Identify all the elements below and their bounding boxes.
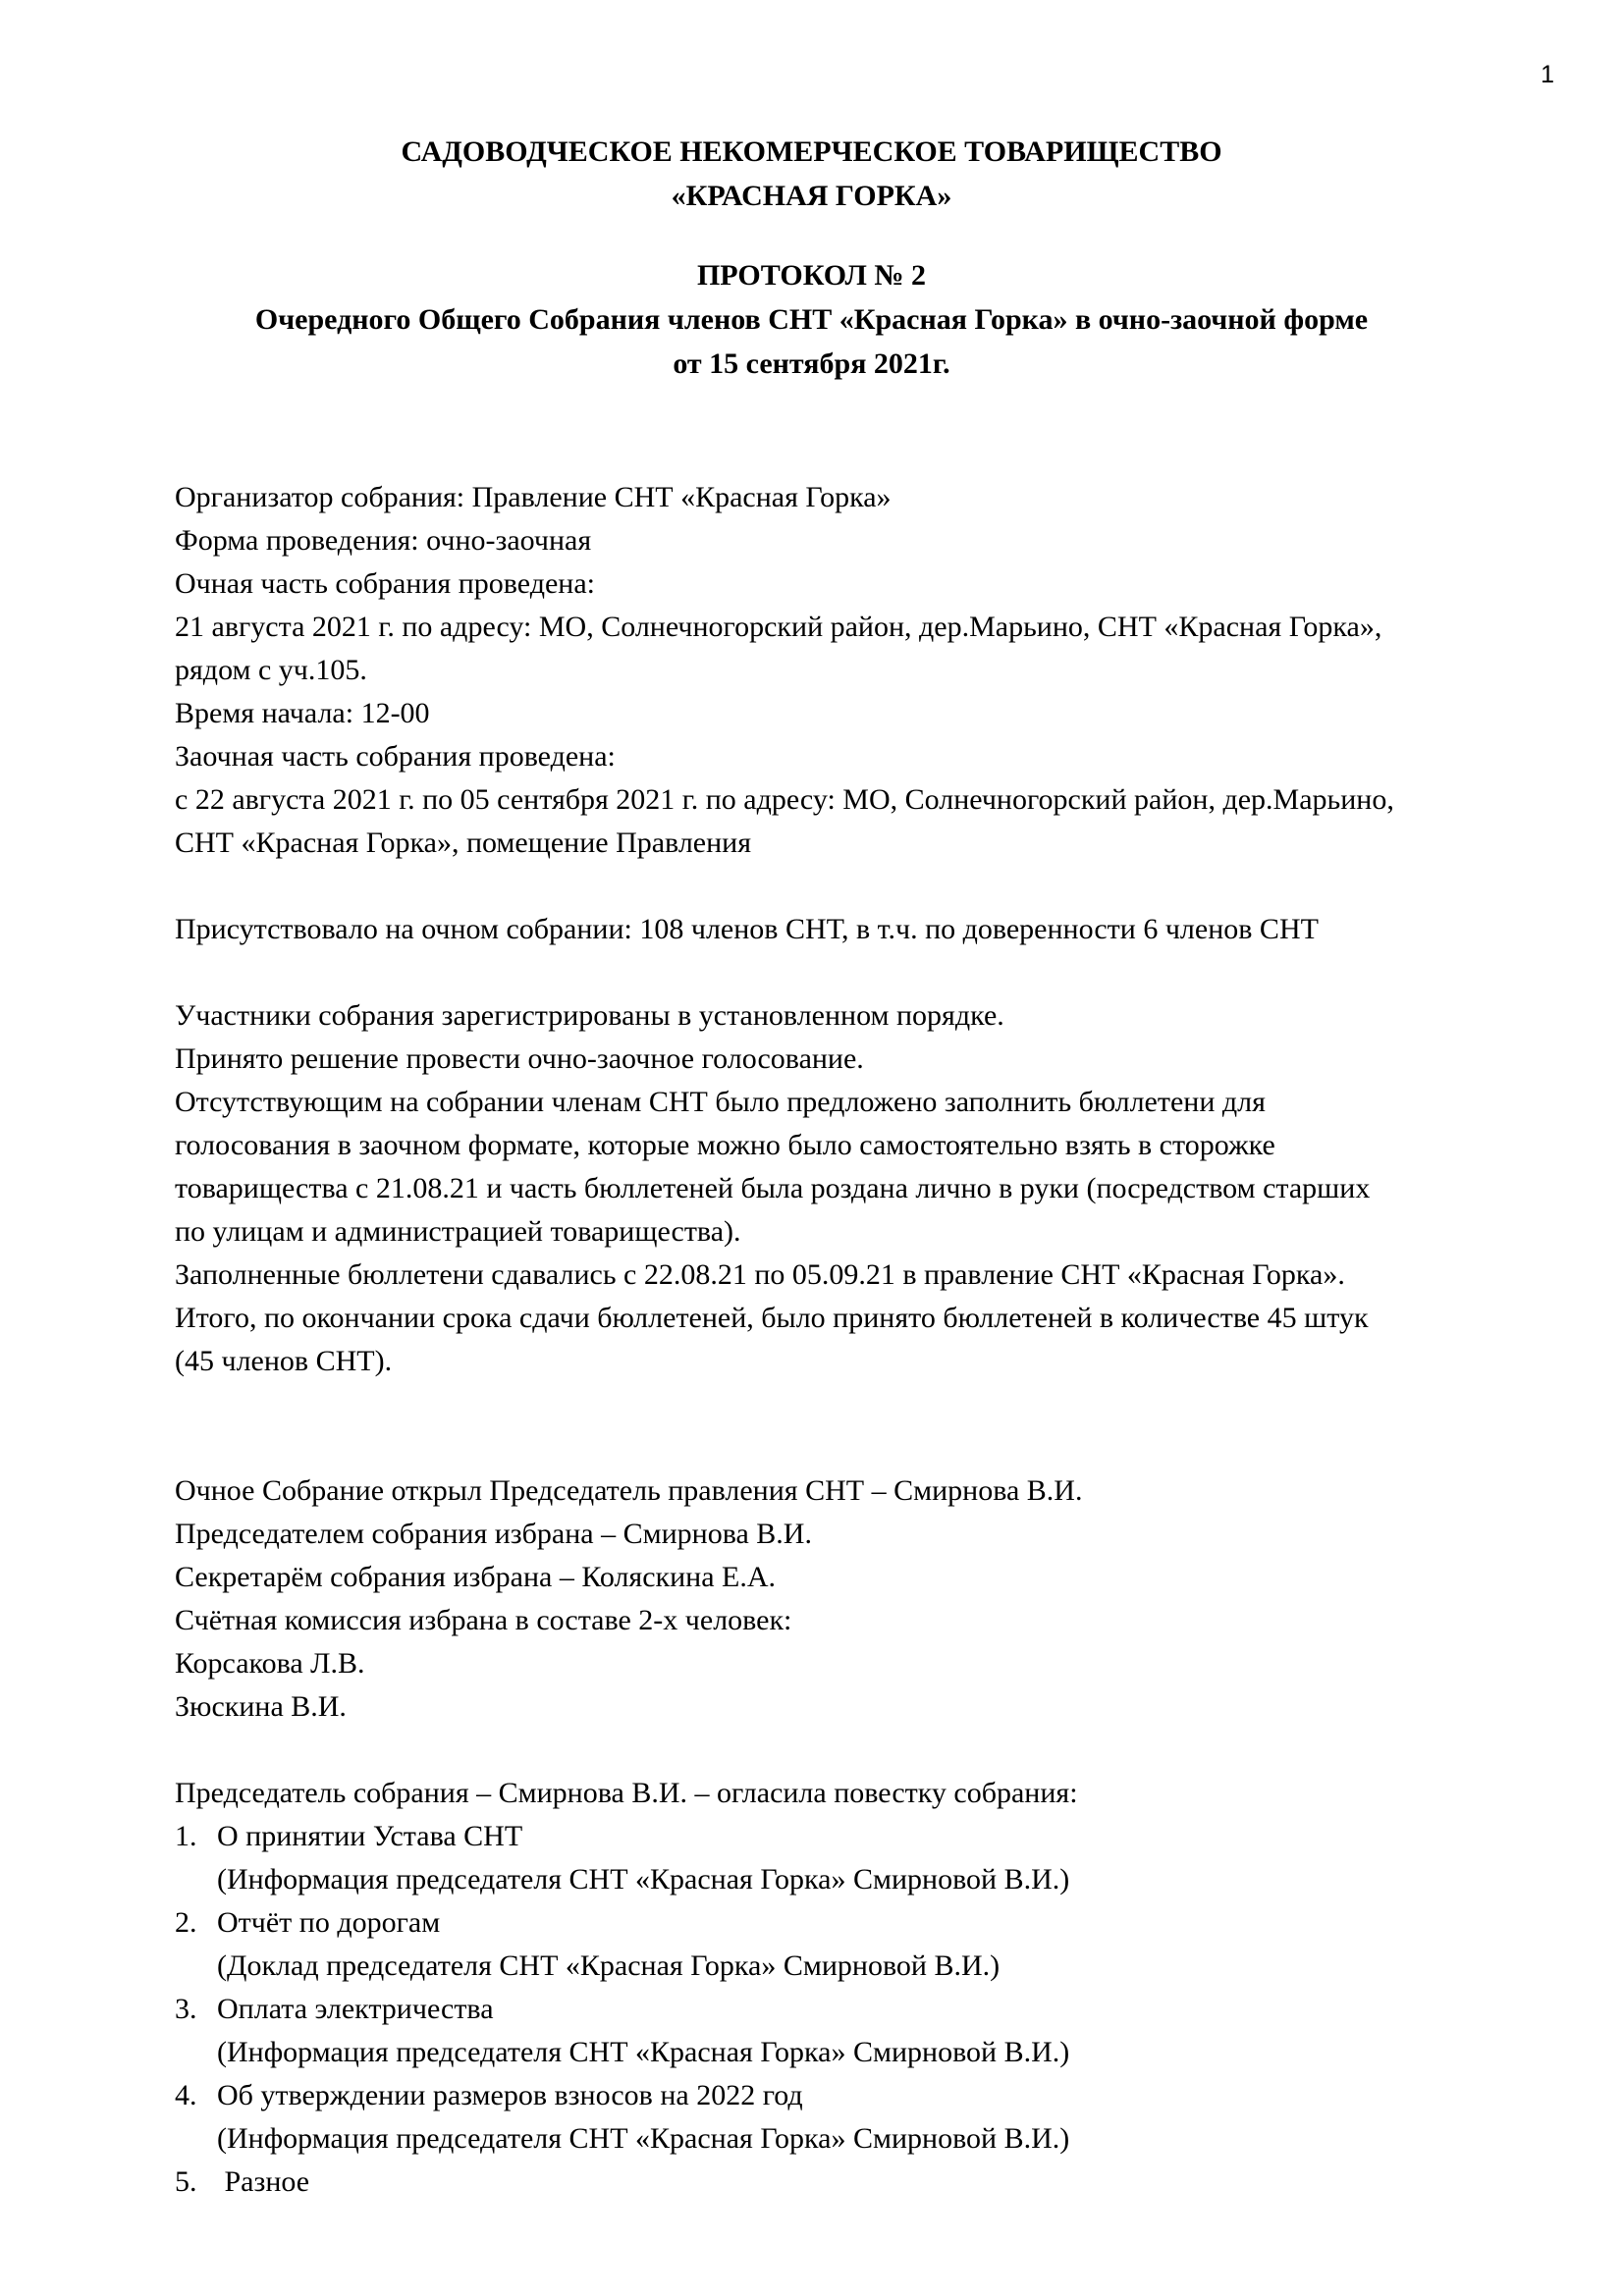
- agenda-item-note: (Информация председателя СНТ «Красная Горка» Смирновой В.И.): [217, 1863, 1070, 1896]
- protocol-title: ПРОТОКОЛ № 2: [696, 259, 927, 292]
- registration-line: Отсутствующим на собрании членам СНТ было предложено заполнить бюллетени для: [175, 1086, 1266, 1118]
- detail-line: с 22 августа 2021 г. по 05 сентября 2021 г. по адресу: МО, Солнечногорский район, дер.Марьино,: [175, 783, 1394, 816]
- detail-line: рядом с уч.105.: [175, 654, 367, 686]
- officials-section: [175, 1469, 1569, 1729]
- document-body: [175, 476, 1569, 2204]
- agenda-item: [175, 1988, 1569, 2074]
- paragraph-spacer: [175, 951, 1569, 994]
- detail-line: Время начала: 12-00: [175, 697, 430, 729]
- registration-line: Принято решение провести очно-заочное голосование.: [175, 1042, 864, 1075]
- paragraph-spacer: [175, 1383, 1569, 1469]
- paragraph-spacer: [175, 1729, 1569, 1772]
- agenda-item: [175, 2161, 1569, 2204]
- protocol-date: от 15 сентября 2021г.: [673, 347, 950, 380]
- agenda-intro: Председатель собрания – Смирнова В.И. – огласила повестку собрания:: [175, 1777, 1078, 1809]
- registration-section: [175, 994, 1569, 1383]
- officials-line: Секретарём собрания избрана – Коляскина Е.А.: [175, 1561, 777, 1593]
- paragraph-spacer: [175, 865, 1569, 908]
- agenda-item: [175, 1901, 1569, 1988]
- agenda-item-title: О принятии Устава СНТ: [217, 1820, 523, 1852]
- meeting-details: [175, 476, 1569, 865]
- officials-line: Корсакова Л.В.: [175, 1647, 365, 1680]
- agenda-item-number: 4.: [175, 2079, 197, 2111]
- detail-line: Организатор собрания: Правление СНТ «Красная Горка»: [175, 481, 892, 513]
- agenda-item-number: 1.: [175, 1820, 197, 1852]
- registration-line: по улицам и администрацией товарищества).: [175, 1215, 741, 1248]
- organization-name-line1: САДОВОДЧЕСКОЕ НЕКОМЕРЧЕСКОЕ ТОВАРИЩЕСТВО: [401, 135, 1222, 168]
- registration-line: голосования в заочном формате, которые можно было самостоятельно взять в сторожке: [175, 1129, 1275, 1161]
- detail-line: СНТ «Красная Горка», помещение Правления: [175, 827, 752, 859]
- page-number: 1: [1541, 61, 1554, 88]
- agenda-item-title: Отчёт по дорогам: [217, 1906, 441, 1939]
- agenda-item-number: 5.: [175, 2165, 197, 2198]
- document-header: [0, 130, 1623, 386]
- agenda-item-title: Оплата электричества: [217, 1993, 494, 2025]
- attendance-line: Присутствовало на очном собрании: 108 членов СНТ, в т.ч. по доверенности 6 членов СНТ: [175, 913, 1319, 945]
- agenda-item-title: Об утверждении размеров взносов на 2022 год: [217, 2079, 803, 2111]
- detail-line: Форма проведения: очно-заочная: [175, 524, 592, 557]
- registration-line: (45 членов СНТ).: [175, 1345, 393, 1377]
- agenda-item-note: (Информация председателя СНТ «Красная Горка» Смирновой В.И.): [217, 2122, 1070, 2155]
- officials-line: Счётная комиссия избрана в составе 2-х человек:: [175, 1604, 792, 1636]
- registration-line: товарищества с 21.08.21 и часть бюллетеней была роздана лично в руки (посредством старших: [175, 1172, 1371, 1204]
- organization-name-line2: «КРАСНАЯ ГОРКА»: [671, 180, 952, 212]
- officials-line: Председателем собрания избрана – Смирнова В.И.: [175, 1518, 812, 1550]
- header-spacer: [0, 218, 1623, 253]
- meeting-description: Очередного Общего Собрания членов СНТ «Красная Горка» в очно-заочной форме: [254, 303, 1369, 336]
- agenda-item-note: (Доклад председателя СНТ «Красная Горка» Смирновой В.И.): [217, 1949, 1001, 1982]
- detail-line: 21 августа 2021 г. по адресу: МО, Солнечногорский район, дер.Марьино, СНТ «Красная Горка»,: [175, 611, 1382, 643]
- detail-line: Заочная часть собрания проведена:: [175, 740, 616, 773]
- agenda-item: [175, 1815, 1569, 1901]
- agenda-item-note: (Информация председателя СНТ «Красная Горка» Смирновой В.И.): [217, 2036, 1070, 2068]
- registration-line: Итого, по окончании срока сдачи бюллетеней, было принято бюллетеней в количестве 45 штук: [175, 1302, 1369, 1334]
- officials-line: Очное Собрание открыл Председатель правления СНТ – Смирнова В.И.: [175, 1474, 1083, 1507]
- officials-line: Зюскина В.И.: [175, 1690, 347, 1723]
- registration-line: Заполненные бюллетени сдавались с 22.08.21 по 05.09.21 в правление СНТ «Красная Горка».: [175, 1258, 1345, 1291]
- agenda-list: [175, 1815, 1569, 2204]
- agenda-item-number: 2.: [175, 1906, 197, 1939]
- registration-line: Участники собрания зарегистрированы в установленном порядке.: [175, 999, 1004, 1032]
- detail-line: Очная часть собрания проведена:: [175, 567, 595, 600]
- agenda-item-number: 3.: [175, 1993, 197, 2025]
- agenda-item-title: Разное: [217, 2165, 310, 2198]
- agenda-item: [175, 2074, 1569, 2161]
